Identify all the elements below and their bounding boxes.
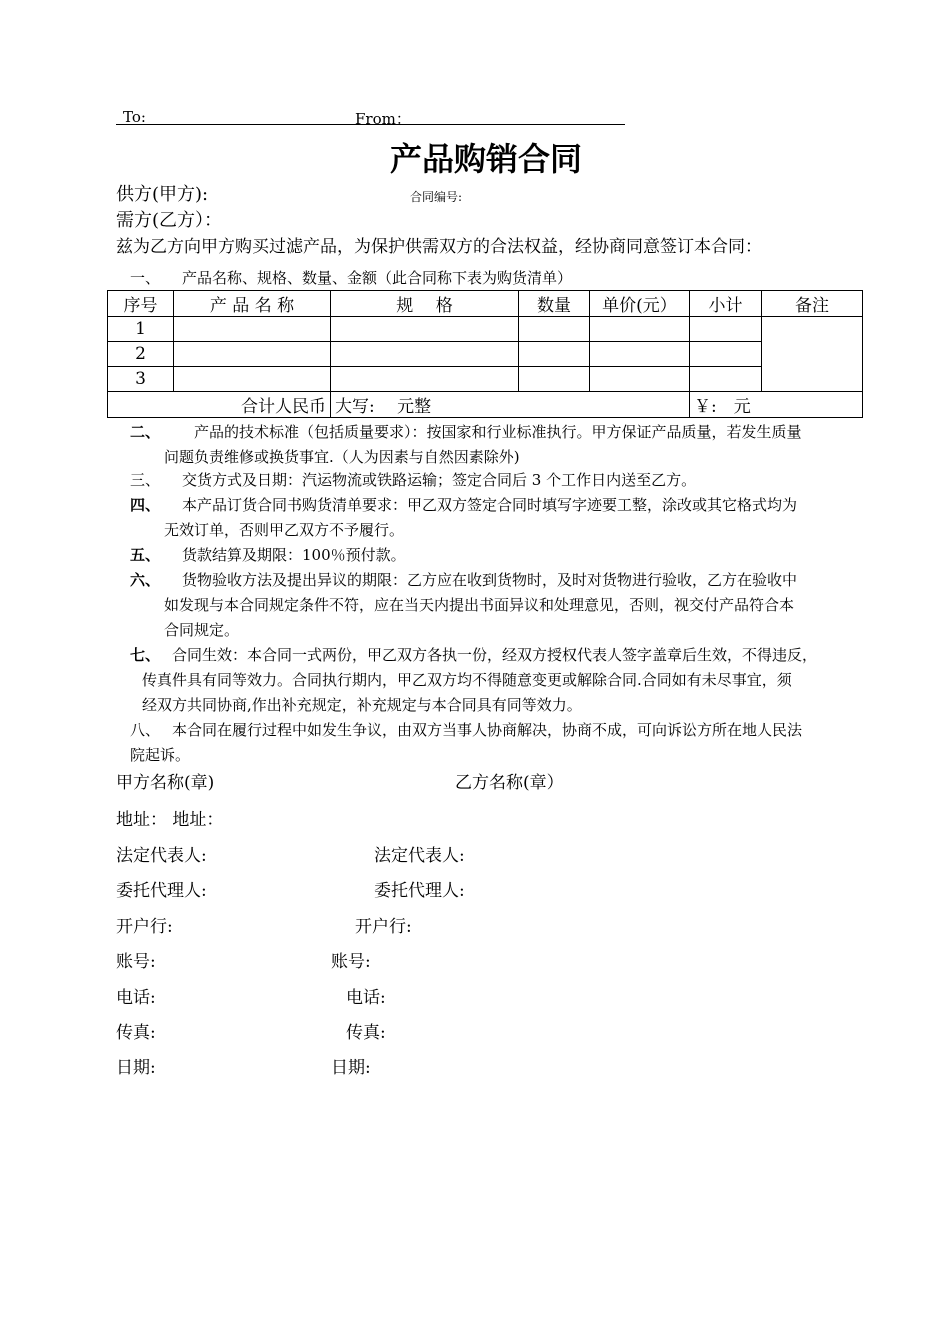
party-b-date: 日期: xyxy=(331,1058,371,1078)
clause-8 xyxy=(130,718,802,768)
quantity-cell[interactable] xyxy=(519,317,590,342)
clause-text: 无效订单，否则甲乙双方不予履行。 xyxy=(164,521,405,539)
party-a-fax: 传真: xyxy=(116,1023,156,1043)
clause-4 xyxy=(130,493,797,543)
clause-text: 货款结算及期限：100％预付款。 xyxy=(182,546,406,564)
total-row xyxy=(108,392,863,418)
to-label: To: xyxy=(123,108,146,126)
purchase-list-table xyxy=(107,290,863,418)
clause-number: 七、 xyxy=(130,646,161,664)
clause-5 xyxy=(130,543,406,568)
clause-text: 问题负责维修或换货事宜.（人为因素与自然因素除外) xyxy=(164,448,520,466)
header-underline xyxy=(116,124,625,125)
product-cell[interactable] xyxy=(174,342,331,367)
clause-2 xyxy=(130,420,802,470)
quantity-cell[interactable] xyxy=(519,367,590,392)
party-b-name: 乙方名称(章） xyxy=(455,773,564,793)
clause-number: 六、 xyxy=(130,571,161,589)
clause-text: 传真件具有同等效力。合同执行期内，甲乙双方均不得随意变更或解除合同.合同如有未尽事宜，须 xyxy=(142,671,792,689)
document-title: 产品购销合同 xyxy=(390,140,583,178)
clause-text: 院起诉。 xyxy=(130,746,191,764)
table-header-row xyxy=(108,291,863,317)
product-cell[interactable] xyxy=(174,367,331,392)
clause-text: 本产品订货合同书购货清单要求：甲乙双方签定合同时填写字迹要工整，涂改或其它格式均为 xyxy=(182,496,798,514)
party-a-name: 甲方名称(章) xyxy=(116,773,215,793)
party-a-agent: 委托代理人: xyxy=(116,881,207,901)
col-header-product: 产 品 名 称 xyxy=(174,291,331,317)
unit-price-cell[interactable] xyxy=(590,342,690,367)
clause-text: 如发现与本合同规定条件不符，应在当天内提出书面异议和处理意见，否则，视交付产品符合本 xyxy=(164,596,795,614)
address-labels: 地址： 地址： xyxy=(116,810,224,830)
clause-number: 二、 xyxy=(130,423,161,441)
party-b-fax: 传真: xyxy=(346,1023,386,1043)
clause-3 xyxy=(130,468,696,493)
row-index: 3 xyxy=(108,367,174,392)
total-yen-amount[interactable]: ￥: 元 xyxy=(690,392,863,418)
spec-cell[interactable] xyxy=(331,317,519,342)
party-b-legal-rep: 法定代表人: xyxy=(374,846,465,866)
supplier-label: 供方(甲方): xyxy=(116,184,209,205)
remarks-cell[interactable] xyxy=(762,317,863,392)
party-a-account: 账号: xyxy=(116,952,156,972)
col-header-spec: 规 格 xyxy=(331,291,519,317)
col-header-subtotal: 小计 xyxy=(690,291,762,317)
intro-text: 兹为乙方向甲方购买过滤产品，为保护供需双方的合法权益，经协商同意签订本合同： xyxy=(116,237,762,257)
party-b-agent: 委托代理人: xyxy=(374,881,465,901)
clause-text: 合同生效：本合同一式两份，甲乙双方各执一份，经双方授权代表人签字盖章后生效，不得违反， xyxy=(172,646,818,664)
spec-cell[interactable] xyxy=(331,367,519,392)
product-cell[interactable] xyxy=(174,317,331,342)
clause-number: 四、 xyxy=(130,496,161,514)
subtotal-cell[interactable] xyxy=(690,367,762,392)
party-a-date: 日期: xyxy=(116,1058,156,1078)
total-label: 合计人民币 xyxy=(108,392,331,418)
party-b-account: 账号: xyxy=(331,952,371,972)
table-row xyxy=(108,367,863,392)
row-index: 2 xyxy=(108,342,174,367)
col-header-index: 序号 xyxy=(108,291,174,317)
table-row xyxy=(108,317,863,342)
unit-price-cell[interactable] xyxy=(590,317,690,342)
clause-number: 五、 xyxy=(130,546,161,564)
subtotal-cell[interactable] xyxy=(690,317,762,342)
col-header-quantity: 数量 xyxy=(519,291,590,317)
from-label: From： xyxy=(355,110,411,128)
spec-cell[interactable] xyxy=(331,342,519,367)
clause-text: 合同规定。 xyxy=(164,621,240,639)
party-b-phone: 电话: xyxy=(346,988,386,1008)
row-index: 1 xyxy=(108,317,174,342)
party-b-bank: 开户行: xyxy=(355,917,412,937)
clause-text: 交货方式及日期：汽运物流或铁路运输；签定合同后 3 个工作日内送至乙方。 xyxy=(182,471,697,489)
clause-text: 货物验收方法及提出异议的期限：乙方应在收到货物时，及时对货物进行验收，乙方在验收中 xyxy=(182,571,798,589)
col-header-unit-price: 单价(元） xyxy=(590,291,690,317)
subtotal-cell[interactable] xyxy=(690,342,762,367)
unit-price-cell[interactable] xyxy=(590,367,690,392)
total-upper-amount[interactable]: 大写: 元整 xyxy=(331,392,690,418)
quantity-cell[interactable] xyxy=(519,342,590,367)
party-a-phone: 电话: xyxy=(116,988,156,1008)
clause-6 xyxy=(130,568,797,643)
section1-number: 一、 xyxy=(130,269,161,287)
section1-text: 产品名称、规格、数量、金额（此合同称下表为购货清单） xyxy=(182,269,573,287)
clause-text: 产品的技术标准（包括质量要求）：按国家和行业标准执行。甲方保证产品质量，若发生质量 xyxy=(194,423,802,441)
clause-number: 八、 xyxy=(130,721,161,739)
party-a-bank: 开户行: xyxy=(116,917,173,937)
col-header-remarks: 备注 xyxy=(762,291,863,317)
clause-text: 本合同在履行过程中如发生争议，由双方当事人协商解决，协商不成，可向诉讼方所在地人民法 xyxy=(172,721,803,739)
clause-text: 经双方共同协商,作出补充规定，补充规定与本合同具有同等效力。 xyxy=(142,696,582,714)
clause-7 xyxy=(130,643,817,718)
contract-number-label: 合同编号: xyxy=(410,190,463,204)
clause-number: 三、 xyxy=(130,471,161,489)
buyer-label: 需方(乙方）： xyxy=(116,210,223,231)
party-a-legal-rep: 法定代表人: xyxy=(116,846,207,866)
table-row xyxy=(108,342,863,367)
